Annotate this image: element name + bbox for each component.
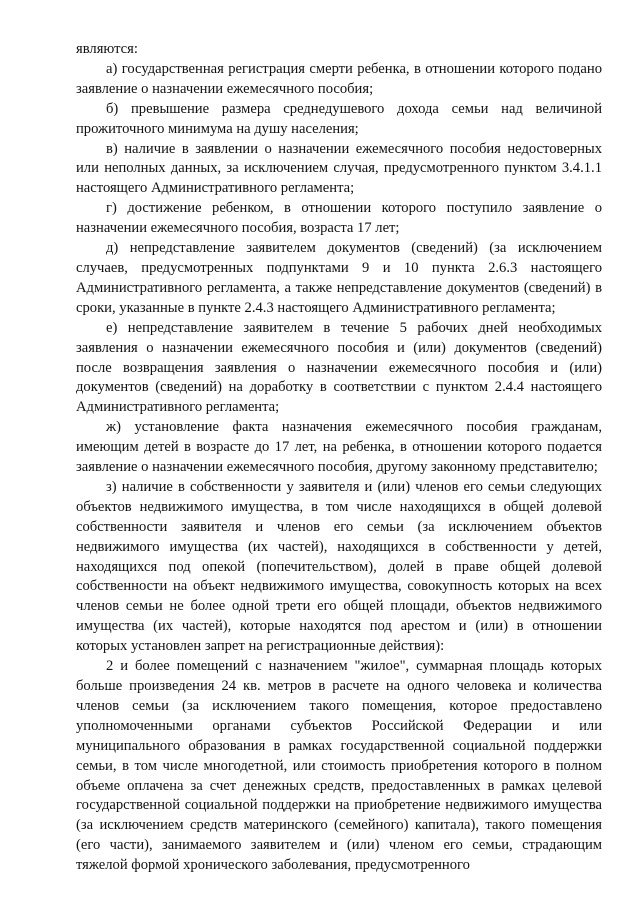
item-g: г) достижение ребенком, в отношении которого поступило заявление о назначении ежемесячного пособия, возраста 17 лет; [76, 200, 602, 237]
continuation-text: являются: [76, 41, 138, 57]
item-zh: ж) установление факта назначения ежемесячного пособия гражданам, имеющим детей в возрасте до 17 лет, на ребенка, в отношении которого подается заявление о назначении ежемесячного пособия, другому законному представителю; [76, 419, 602, 476]
item-a: а) государственная регистрация смерти ребенка, в отношении которого подано заявление о назначении ежемесячного пособия; [76, 60, 602, 97]
item-e: е) непредставление заявителем в течение 5 рабочих дней необходимых заявления о назначении ежемесячного пособия и (или) документов (сведений) после возвращения заявления о назначении ежемесячного пособия и (или) документов (сведений) на доработку в соответствии с пунктом 2.4.4 настоящего Административного регламента; [76, 319, 602, 416]
item-d: д) непредставление заявителем документов (сведений) (за исключением случаев, предусмотренных подпунктами 9 и 10 пункта 2.6.3 настоящего Административного регламента, а также непредставление документов (сведений) в сроки, указанные в пункте 2.4.3 настоящего Административного регламента; [76, 240, 602, 316]
document-page [76, 40, 602, 876]
item-b: б) превышение размера среднедушевого дохода семьи над величиной прожиточного минимума на душу населения; [76, 100, 602, 137]
item-z-sub-1: 2 и более помещений с назначением "жилое", суммарная площадь которых больше произведения 24 кв. метров в расчете на одного человека и количества членов семьи (за исключением такого помещения, которое предоставлено уполномоченными органами субъектов Российской Федерации и или муниципального образования в рамках государственной социальной поддержки семьи, в том числе многодетной, или стоимость приобретения которого в полном объеме оплачена за счет денежных средств, предоставленных в рамках целевой государственной социальной поддержки на приобретение недвижимого имущества (за исключением средств материнского (семейного) капитала), такого помещения (его части), занимаемого заявителем и (или) членом его семьи, страдающим тяжелой формой хронического заболевания, предусмотренного [76, 658, 602, 874]
item-z: з) наличие в собственности у заявителя и (или) членов его семьи следующих объектов недвижимого имущества, в том числе находящихся в общей долевой собственности заявителя и членов его семьи (за исключением объектов недвижимого имущества (их частей), находящихся в собственности у детей, находящихся под опекой (попечительством), долей в праве общей долевой собственности на объект недвижимого имущества, совокупность которых на всех членов семьи не более одной трети его общей площади, объектов недвижимого имущества (их частей), которые находятся под арестом и (или) в отношении которых установлен запрет на регистрационные действия): [76, 478, 602, 655]
item-v: в) наличие в заявлении о назначении ежемесячного пособия недостоверных или неполных данных, за исключением случая, предусмотренного пунктом 3.4.1.1 настоящего Административного регламента; [76, 140, 602, 197]
